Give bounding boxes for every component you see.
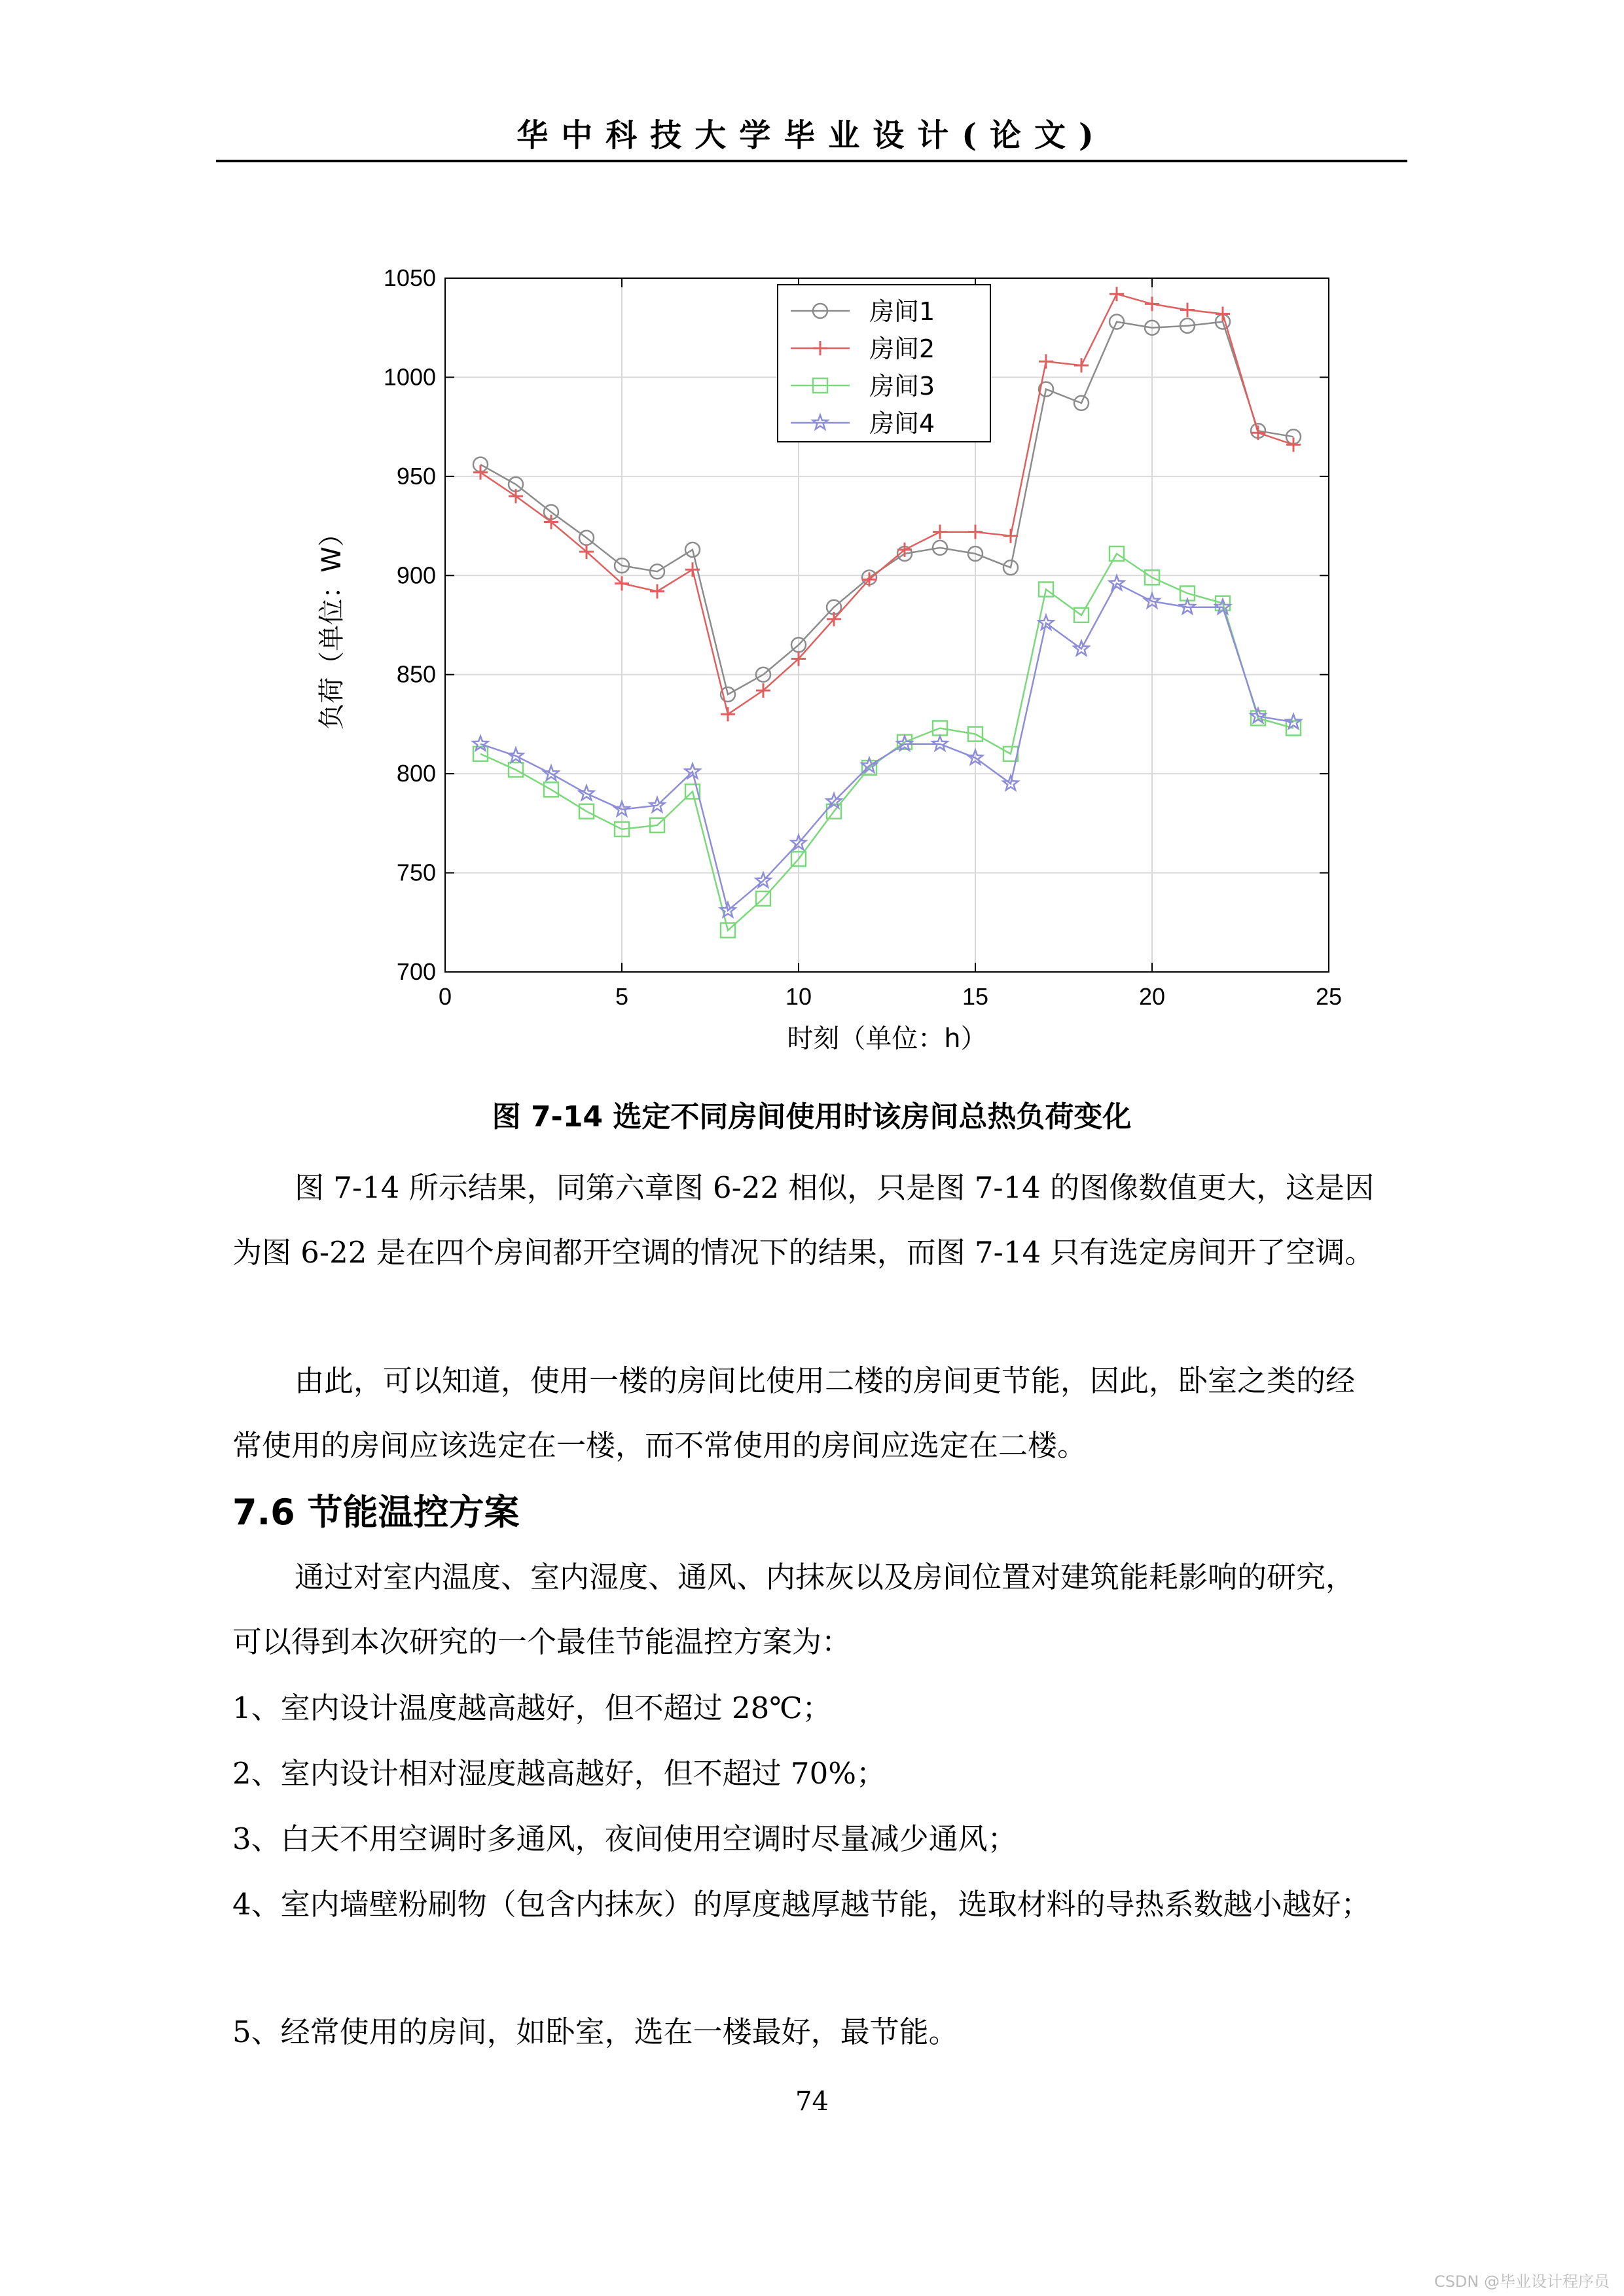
data-point xyxy=(1180,302,1195,317)
legend-label: 房间1 xyxy=(869,297,935,326)
x-tick-label: 25 xyxy=(1315,983,1343,1010)
x-axis-label: 时刻（单位：h） xyxy=(787,1024,987,1054)
chart-svg xyxy=(295,249,1375,1073)
page-number: 74 xyxy=(795,2087,829,2117)
x-tick-label: 15 xyxy=(962,983,989,1010)
x-tick-label: 0 xyxy=(438,983,452,1010)
y-tick-label: 1000 xyxy=(383,363,436,391)
section-intro: 通过对室内温度、室内湿度、通风、内抹灰以及房间位置对建筑能耗影响的研究，可以得到本次研究的一个最佳节能温控方案为： xyxy=(232,1560,1356,1659)
data-point xyxy=(1039,354,1053,368)
y-tick-label: 800 xyxy=(396,760,436,787)
data-point xyxy=(1216,307,1230,321)
y-tick-label: 850 xyxy=(396,660,436,688)
y-tick-label: 950 xyxy=(396,462,436,490)
x-tick-label: 5 xyxy=(615,983,629,1010)
data-point xyxy=(968,525,983,539)
series-line xyxy=(480,583,1293,910)
chart-legend xyxy=(778,285,990,442)
data-point xyxy=(650,584,664,599)
x-tick-label: 10 xyxy=(785,983,812,1010)
legend-label: 房间4 xyxy=(869,409,935,438)
page-header: 华中科技大学毕业设计(论文) xyxy=(516,117,1107,154)
y-tick-label: 900 xyxy=(396,562,436,589)
data-point xyxy=(1286,437,1301,452)
data-point xyxy=(685,562,700,577)
y-tick-label: 750 xyxy=(396,859,436,886)
data-point xyxy=(1145,296,1159,311)
watermark: CSDN @毕业设计程序员 xyxy=(1434,2272,1610,2291)
line-chart xyxy=(295,249,1375,1073)
series-line xyxy=(480,554,1293,930)
data-point xyxy=(1110,287,1124,301)
y-tick-label: 1050 xyxy=(383,264,436,291)
series-4 xyxy=(473,575,1301,916)
header-rule xyxy=(216,160,1407,162)
data-point xyxy=(721,707,735,721)
data-point xyxy=(1251,425,1265,440)
list-item-1: 1、室内设计温度越高越好，但不超过 28℃； xyxy=(232,1691,832,1725)
figure-caption: 图 7-14 选定不同房间使用时该房间总热负荷变化 xyxy=(492,1100,1132,1134)
paragraph-2: 由此，可以知道，使用一楼的房间比使用二楼的房间更节能，因此，卧室之类的经常使用的房间应该选定在一楼，而不常使用的房间应选定在二楼。 xyxy=(232,1363,1356,1463)
data-point xyxy=(933,525,947,539)
data-point xyxy=(509,489,523,503)
section-heading: 7.6 节能温控方案 xyxy=(232,1492,520,1533)
y-tick-label: 700 xyxy=(396,958,436,985)
list-item-5: 5、经常使用的房间，如卧室，选在一楼最好，最节能。 xyxy=(232,2015,958,2049)
list-item-3: 3、白天不用空调时多通风，夜间使用空调时尽量减少通风； xyxy=(232,1821,1017,1856)
list-item-4: 4、室内墙壁粉刷物（包含内抹灰）的厚度越厚越节能，选取材料的导热系数越小越好； xyxy=(232,1887,1371,1922)
legend-label: 房间2 xyxy=(869,334,935,363)
y-axis-label: 负荷（单位：W） xyxy=(317,520,347,730)
x-tick-label: 20 xyxy=(1138,983,1166,1010)
data-point xyxy=(473,736,488,751)
data-point xyxy=(1074,358,1089,372)
paragraph-1: 图 7-14 所示结果，同第六章图 6-22 相似，只是图 7-14 的图像数值更大，这是因为图 6-22 是在四个房间都开空调的情况下的结果，而图 7-14 只有选定房间开了空调。 xyxy=(232,1170,1375,1270)
legend-label: 房间3 xyxy=(869,372,935,401)
list-item-2: 2、室内设计相对湿度越高越好，但不超过 70%； xyxy=(232,1756,886,1791)
